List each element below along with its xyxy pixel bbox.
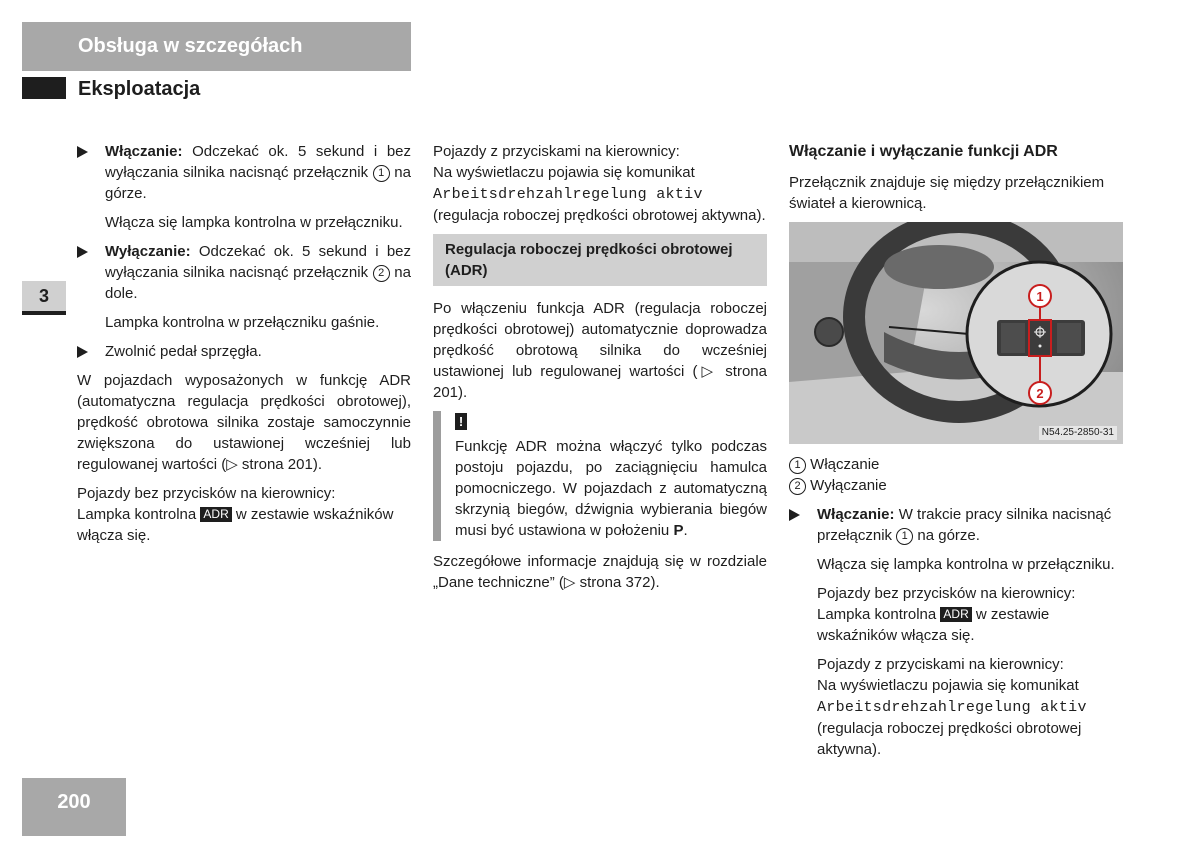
paragraph-line: Pojazdy z przyciskami na kierownicy: [817, 656, 1064, 673]
paragraph: Po włączeniu funkcja ADR (regulacja roboczej prędkości obrotowej) automatycznie doprowadza prędkość obrotową silnika do wcześniej ustawionej lub regulowanej wartości (▷ strona 201). [433, 300, 767, 401]
paragraph-text: Na wyświetlaczu pojawia się komunikat [817, 677, 1079, 694]
paragraph-text: (regulacja roboczej prędkości obrotowej aktywna). [817, 720, 1082, 758]
callout-number: 2 [373, 265, 390, 282]
adr-indicator-badge: ADR [940, 607, 971, 622]
result-text: Włącza się lampka kontrolna w przełączniku. [817, 556, 1115, 573]
legend-item [789, 475, 1123, 496]
bullet-switch-off [77, 241, 411, 304]
gear-position: P [673, 522, 684, 539]
bullet-text: Odczekać ok. 5 sekund i bez wyłączania silnika nacisnąć przełącznik [105, 143, 411, 181]
paragraph-line: Pojazdy z przyciskami na kierownicy: [433, 143, 680, 160]
legend-text: Włączanie [810, 456, 880, 473]
bullet-text: Odczekać ok. 5 sekund i bez wyłączania silnika nacisnąć przełącznik [105, 243, 411, 281]
paragraph-text: Lampka kontrolna [77, 506, 201, 523]
paragraph: Przełącznik znajduje się między przełącznikiem świateł a kierownicą. [789, 174, 1105, 212]
legend-text: Wyłączanie [810, 477, 887, 494]
warning-note [433, 411, 767, 541]
warning-text-part: . [683, 522, 688, 539]
bullet-label: Wyłączanie: [105, 243, 191, 260]
bullet-text: na górze. [913, 527, 980, 544]
figure-callout-1: 1 [1036, 289, 1044, 304]
paragraph [789, 654, 1123, 760]
section-box-title: Regulacja roboczej prędkości obrotowej (ADR) [433, 234, 767, 286]
paragraph-text: (regulacja roboczej prędkości obrotowej aktywna). [433, 207, 766, 224]
legend-item [789, 454, 1123, 475]
bullet-text: na górze. [105, 164, 411, 202]
light-switch-shape [815, 318, 843, 346]
callout-number: 1 [373, 165, 390, 182]
page-number: 200 [22, 778, 126, 836]
subsection-marker [22, 77, 66, 99]
result-text: Włącza się lampka kontrolna w przełączniku. [105, 214, 403, 231]
figure-callout-2: 2 [1036, 386, 1044, 401]
figure-code: N54.25-2850-31 [1039, 426, 1117, 440]
paragraph-text: w zestawie wskaźników włącza się. [77, 506, 394, 544]
warning-icon: ! [455, 413, 467, 430]
bullet-label: Włączanie: [105, 143, 183, 160]
paragraph [77, 483, 411, 546]
section-title: Obsługa w szczegółach [78, 35, 303, 57]
bullet-text: W trakcie pracy silnika nacisnąć przełącznik [817, 506, 1112, 544]
chapter-tab: 3 [22, 281, 66, 315]
legend-number: 2 [789, 478, 806, 495]
column-1 [77, 141, 411, 554]
dashboard-illustration [789, 222, 1123, 444]
legend-number: 1 [789, 457, 806, 474]
bullet-switch-on [789, 504, 1123, 546]
bullet-release-clutch [77, 341, 411, 362]
bullet-triangle-icon [789, 509, 800, 521]
warning-text-part: Funkcję ADR można włączyć tylko podczas postoju pojazdu, po zaciągnięciu hamulca pomocniczego. W pojazdach z automatyczną skrzynią biegów, dźwignia wybierania biegów musi być ustawiona w położeniu [455, 438, 767, 539]
display-message: Arbeitsdrehzahlregelung aktiv [817, 699, 1087, 716]
column-3 [789, 141, 1123, 768]
dashboard-figure [789, 222, 1123, 444]
bullet-text: Zwolnić pedał sprzęgła. [105, 343, 262, 360]
paragraph-text: Na wyświetlaczu pojawia się komunikat [433, 164, 695, 181]
paragraph-text: w zestawie wskaźników włącza się. [817, 606, 1050, 644]
bullet-triangle-icon [77, 146, 88, 158]
result-text: Lampka kontrolna w przełączniku gaśnie. [105, 314, 380, 331]
paragraph: W pojazdach wyposażonych w funkcję ADR (automatyczna regulacja prędkości obrotowej), prędkość obrotowa silnika zostaje samoczynnie zwiększona do ustawionej wcześniej lub regulowanej wartości (▷ strona 201). [77, 372, 411, 473]
callout-number: 1 [896, 528, 913, 545]
subsection-title: Eksploatacja [78, 78, 201, 100]
bullet-triangle-icon [77, 246, 88, 258]
paragraph-line: Pojazdy bez przycisków na kierownicy: [817, 585, 1076, 602]
bullet-switch-on [77, 141, 411, 204]
paragraph: Szczegółowe informacje znajdują się w rozdziale „Dane techniczne” (▷ strona 372). [433, 553, 767, 591]
bullet-triangle-icon [77, 346, 88, 358]
paragraph [789, 583, 1123, 646]
adr-indicator-badge: ADR [200, 507, 231, 522]
paragraph [433, 141, 767, 226]
paragraph-text: Lampka kontrolna [817, 606, 941, 623]
bullet-text: na dole. [105, 264, 411, 302]
column-2 [433, 141, 767, 601]
warning-text [455, 436, 767, 541]
paragraph-line: Pojazdy bez przycisków na kierownicy: [77, 485, 336, 502]
bullet-label: Włączanie: [817, 506, 895, 523]
section-heading: Włączanie i wyłączanie funkcji ADR [789, 143, 1058, 160]
display-message: Arbeitsdrehzahlregelung aktiv [433, 186, 703, 203]
